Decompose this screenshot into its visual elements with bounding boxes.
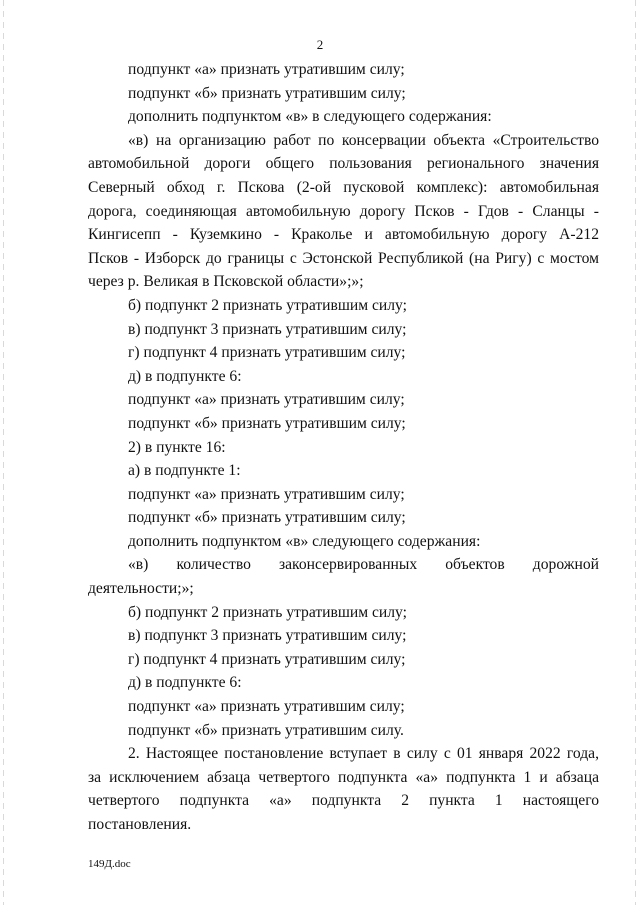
text-line: через р. Великая в Псковской области»;»; xyxy=(88,273,364,291)
text-line: подпункт «а» признать утратившим силу; xyxy=(128,698,405,716)
scan-edge-right xyxy=(635,0,636,905)
document-body xyxy=(88,58,599,837)
text-line: подпункт «б» признать утратившим силу; xyxy=(128,84,406,102)
text-line: в) подпункт 3 признать утратившим силу; xyxy=(128,627,407,645)
text-line: подпункт «а» признать утратившим силу; xyxy=(128,391,405,409)
text-line: постановления. xyxy=(88,816,192,833)
text-line: в) подпункт 3 признать утратившим силу; xyxy=(128,320,407,338)
text-line: б) подпункт 2 признать утратившим силу; xyxy=(128,603,407,621)
text-line: г) подпункт 4 признать утратившим силу; xyxy=(128,344,406,362)
text-line: 2) в пункте 16: xyxy=(128,438,226,456)
text-line: дорога, соединяющая автомобильную дорогу Псков - Гдов - Сланцы - xyxy=(88,202,599,220)
text-line: «в) на организацию работ по консервации объекта «Строительство xyxy=(128,131,599,149)
text-line: подпункт «а» признать утратившим силу; xyxy=(128,61,405,78)
footer-filename: 149Д.doc xyxy=(88,858,131,870)
text-line: деятельности;»; xyxy=(88,580,194,598)
text-line: г) подпункт 4 признать утратившим силу; xyxy=(128,650,406,668)
text-line: «в) количество законсервированных объектов дорожной xyxy=(128,556,599,574)
text-line: подпункт «а» признать утратившим силу; xyxy=(128,485,405,503)
page-number: 2 xyxy=(316,37,324,52)
text-line: б) подпункт 2 признать утратившим силу; xyxy=(128,296,407,314)
text-line: 2. Настоящее постановление вступает в силу с 01 января 2022 года, xyxy=(128,745,599,763)
text-line: Кингисепп - Куземкино - Краколье и автомобильную дорогу А-212 xyxy=(88,226,599,244)
text-line: дополнить подпунктом «в» в следующего содержания: xyxy=(128,108,492,126)
text-line: подпункт «б» признать утратившим силу; xyxy=(128,414,406,432)
text-line: четвертого подпункта «а» подпункта 2 пункта 1 настоящего xyxy=(88,792,599,810)
text-line: д) в подпункте 6: xyxy=(128,674,242,692)
text-line: подпункт «б» признать утратившим силу; xyxy=(128,509,406,527)
text-line: дополнить подпунктом «в» следующего содержания: xyxy=(128,532,481,550)
text-line: д) в подпункте 6: xyxy=(128,367,242,385)
scan-edge-left xyxy=(3,0,4,905)
text-line: за исключением абзаца четвертого подпункта «а» подпункта 1 и абзаца xyxy=(88,768,599,786)
text-line: автомобильной дороги общего пользования регионального значения xyxy=(88,155,599,173)
text-line: подпункт «б» признать утратившим силу. xyxy=(128,721,404,739)
text-line: Северный обход г. Пскова (2-ой пусковой комплекс): автомобильная xyxy=(88,178,599,196)
text-line: Псков - Изборск до границы с Эстонской Республикой (на Ригу) с мостом xyxy=(88,249,599,267)
text-line: а) в подпункте 1: xyxy=(128,462,241,480)
